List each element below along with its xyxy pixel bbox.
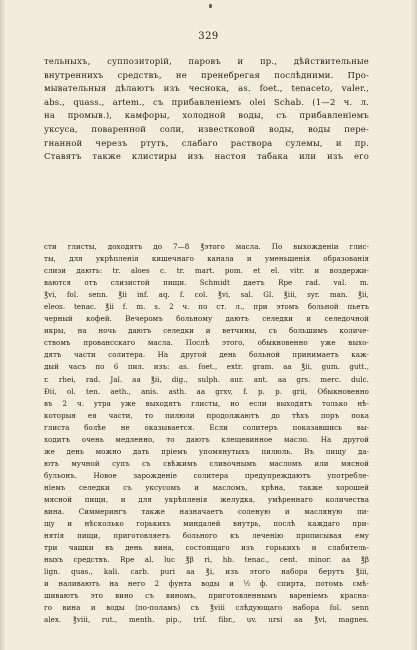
text-line: Ставятъ также клистиры изъ настоя табака или изъ его <box>44 152 369 163</box>
text-line: уксуса, поваренной соли, известковой воды, воды пере- <box>44 124 369 135</box>
text-line: гнанной черезъ ртуть, слабаго раствора сулемы, и пр. <box>44 138 369 149</box>
text-line: ℥vi, fol. senn. ℥ii inf. aq. f. col. ℥vi, sal. Gl. ℥iii, syr. man. ℥ii, <box>44 290 369 300</box>
text-line: дый часъ по 6 пил. изъ: as. foet., extr. gram. aa ℥ii, gum. gutt., <box>44 362 369 372</box>
text-line: же день можно дать пріемъ упомянутыхъ пилюль. Въ пищу да- <box>44 446 369 456</box>
text-line: мывательныя дѣлаютъ изъ чеснока, as. foet., tenaceto, valer., <box>44 84 369 95</box>
text-line: и наливаютъ на него 2 фунта воды и ½ ф. спирта, потомъ смѣ- <box>44 579 369 589</box>
text-line: eleos. tenac. ℥ii f. m. s. 2 ч. по ст. л., при этомъ больной пьетъ <box>44 302 369 312</box>
text-line: ходитъ очень медленно, то даютъ клещевинное масло. На другой <box>44 434 369 444</box>
page-number: 329 <box>198 31 219 42</box>
text-line: lign. quas., kali. carb. puri aa ℥i, изъ этого набора берутъ ℥iii, <box>44 567 369 577</box>
text-line: ваются отъ слизистой пищи. Schmidt даетъ Rpe rad. val. m. <box>44 278 369 288</box>
text-line: нятія пищи, приготовляетъ больного къ леченію прописывая ему <box>44 531 369 541</box>
text-line: сти глисты, доходятъ до 7—8 ℥этого масла. По выхожденіи глис- <box>44 242 369 251</box>
upper-paragraph <box>44 56 369 165</box>
text-line: abs., quass., artem., съ прибавленіемъ olei Schab. (1—2 ч. л. <box>44 97 369 108</box>
text-line: ютъ мучной супъ съ свѣжимъ сливочнымъ масломъ или мясной <box>44 458 369 468</box>
text-line: слизи даютъ: tr. aloes c. tr. mart. pom. et el. vitr. и воздержи- <box>44 266 369 276</box>
text-line: внутреннихъ средствъ, не пренебрегая послѣдними. Про- <box>44 70 369 81</box>
text-line: на промыв.), камфоры, холодной воды, съ прибавленіемъ <box>44 111 369 122</box>
text-line: бульонъ. Новое зарожденіе солитера предупреждаютъ употребле- <box>44 470 369 480</box>
text-line: ныхъ средствъ. Rpe al. luc ℥β ri, hb. tenac., cent. minor. aa ℥β <box>44 555 369 565</box>
text-line: щу и нѣсколько горькихъ миндалей внутрь, послѣ каждаго при- <box>44 519 369 529</box>
text-line: ніемъ селедки съ уксусомъ и масломъ, хрѣна, также хорошей <box>44 482 369 492</box>
text-line: въ 2 ч. утра уже выходятъ глисты, но если выходятъ только нѣ- <box>44 398 369 408</box>
lower-paragraph <box>44 241 369 627</box>
text-line: ты, для укрѣпленія кишечнаго канала и уменьшенія образованія <box>44 254 369 264</box>
text-line: глиста болѣе не оказывается. Если солитеръ показавшись вы- <box>44 422 369 432</box>
text-line: вина. Симмерингъ также назначаетъ соленую и масляную пи- <box>44 507 369 517</box>
text-line: дятъ части солитера. На другой день больной принимаетъ каж- <box>44 350 369 360</box>
text-line: ствомъ провансскаго масла. Послѣ этого, обыкновенно уже выхо- <box>44 338 369 348</box>
text-line: alex. ℥viii, rut., menth. pip., trif. fibr., uv. ursi aa ℥vi, magnes. <box>44 615 369 625</box>
text-line: мясной пищи, и для укрѣпленія желудка, умѣреннаго количества <box>44 494 369 504</box>
paper-mark <box>209 4 212 8</box>
text-line: го вина и воды (по-поламъ) съ ℥viii слѣдующаго набора fol. senn <box>44 603 369 613</box>
text-line: черный кофей. Вечеромъ больному даютъ селедки и селедочной <box>44 314 369 324</box>
text-line: три чашки въ день вина, состоящаго изъ горькихъ и слабитель- <box>44 543 369 553</box>
text-line: Ðii, ol. ten. aeth., anis. asth. aa grxv, f. p. p. grii, Обыкновенно <box>44 386 369 396</box>
text-line: тельныхъ, суппозиторій, паровъ и пр., дѣйствительные <box>44 57 369 67</box>
text-line: шиваютъ это вино съ виномъ, приготовленнымъ вареніемъ красна- <box>44 591 369 601</box>
text-line: r. rhei, rad. Jal. aa ℥ii, dig., sulph. aur. ant. aa grs. merc. dulc. <box>44 374 369 384</box>
text-line: икры, на ночь даютъ селедки и ветчины, съ большимъ количе- <box>44 326 369 336</box>
page-edge-shadow <box>0 0 6 650</box>
page-edge-shadow <box>411 0 417 650</box>
text-line: которыя ея части, то пилюли продолжаютъ до тѣхъ поръ пока <box>44 410 369 420</box>
